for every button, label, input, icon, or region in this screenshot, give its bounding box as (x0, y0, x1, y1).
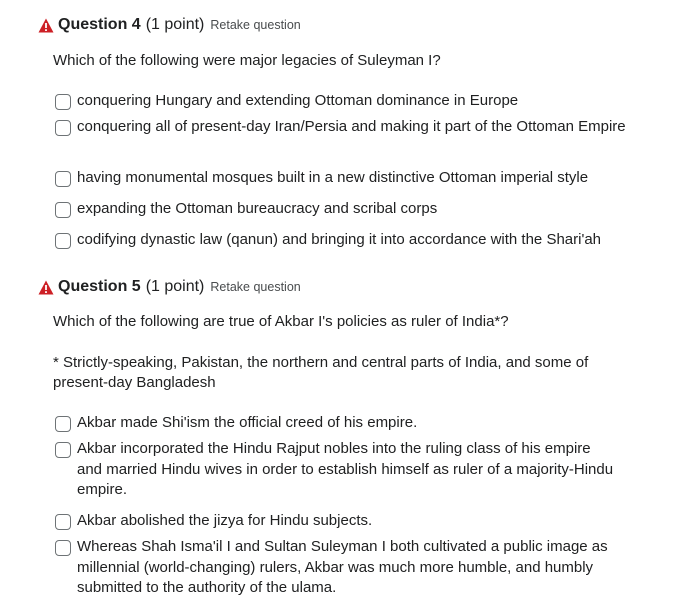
q4-option-3-checkbox[interactable] (55, 171, 71, 187)
question-5-retake-link[interactable]: Retake question (210, 280, 301, 294)
question-5-title: Question 5 (58, 278, 141, 295)
q4-option-2-label: conquering all of present-day Iran/Persia and making it part of the Ottoman Empire (77, 118, 626, 135)
q5-option-2-label: Akbar incorporated the Hindu Rajput nobles into the ruling class of his empire and married Hindu wives in order to establish himself as ruler of a majority-Hindu empire. (77, 440, 614, 498)
question-5-footnote: * Strictly-speaking, Pakistan, the northern and central parts of India, and some of present-day Bangladesh (53, 354, 589, 391)
question-4-points: (1 point) (145, 16, 205, 33)
q5-option-4[interactable] (55, 537, 615, 599)
q4-option-1-checkbox[interactable] (55, 94, 71, 110)
q4-option-3-label: having monumental mosques built in a new distinctive Ottoman imperial style (77, 169, 589, 186)
q5-option-4-checkbox[interactable] (55, 540, 71, 556)
q5-option-4-label: Whereas Shah Isma'il I and Sultan Suleyman I both cultivated a public image as millennial (world-changing) rulers, Akbar was much more humble, and humbly submitted to the authority of the ulama. (77, 538, 608, 596)
q5-option-1-checkbox[interactable] (55, 416, 71, 432)
q4-option-4-checkbox[interactable] (55, 202, 71, 218)
question-4-retake-link[interactable]: Retake question (210, 18, 301, 32)
question-4-prompt: Which of the following were major legacies of Suleyman I? (53, 52, 441, 69)
question-5-prompt: Which of the following are true of Akbar I's policies as ruler of India*? (53, 313, 509, 330)
q4-option-5[interactable] (55, 230, 645, 251)
q5-option-3-label: Akbar abolished the jizya for Hindu subjects. (77, 512, 373, 529)
q4-option-2-checkbox[interactable] (55, 120, 71, 136)
question-5-points: (1 point) (145, 278, 205, 295)
question-4-header (38, 14, 301, 36)
question-5-header (38, 276, 301, 298)
warning-icon (38, 280, 54, 295)
q4-option-4[interactable] (55, 199, 645, 220)
q5-option-2-checkbox[interactable] (55, 442, 71, 458)
q4-option-4-label: expanding the Ottoman bureaucracy and scribal corps (77, 200, 438, 217)
question-4-title: Question 4 (58, 16, 141, 33)
q5-option-3[interactable] (55, 511, 645, 532)
q4-option-2[interactable] (55, 117, 645, 138)
q4-option-1[interactable] (55, 91, 645, 112)
q5-option-3-checkbox[interactable] (55, 514, 71, 530)
q5-option-1[interactable] (55, 413, 645, 434)
q4-option-3[interactable] (55, 168, 645, 189)
q5-option-2[interactable] (55, 439, 615, 501)
q5-option-1-label: Akbar made Shi'ism the official creed of his empire. (77, 414, 418, 431)
q4-option-5-checkbox[interactable] (55, 233, 71, 249)
warning-icon (38, 18, 54, 33)
q4-option-1-label: conquering Hungary and extending Ottoman dominance in Europe (77, 92, 519, 109)
q4-option-5-label: codifying dynastic law (qanun) and bringing it into accordance with the Shari'ah (77, 231, 602, 248)
